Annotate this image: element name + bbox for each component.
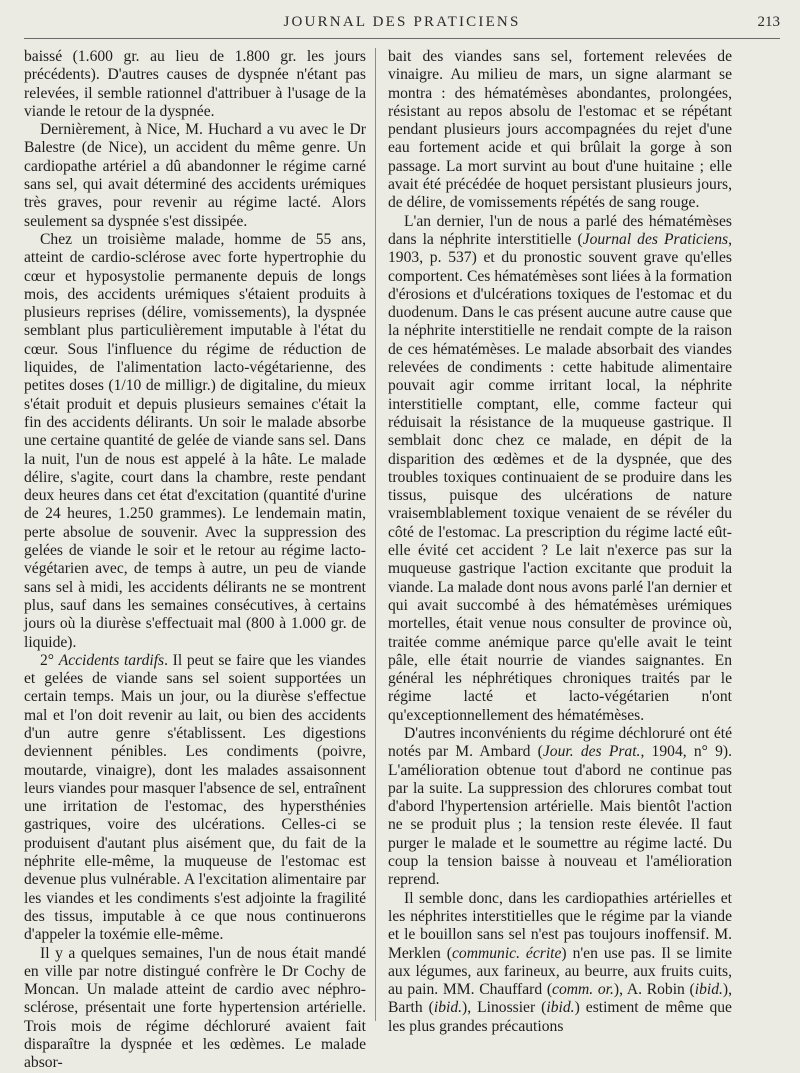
citation: Journal des Praticiens [582, 230, 729, 248]
paragraph-text: ), A. Robin ( [613, 981, 695, 999]
paragraph [24, 652, 366, 945]
right-column [388, 48, 732, 1036]
paragraph [388, 890, 732, 1036]
paragraph-text: Il semble donc, dans les cardiopathies artérielles et les néphrites interstitielles que le régime par la viande et le bouillon sans sel n'est pas toujours inoffensif. M. Merklen ( [388, 889, 732, 962]
citation: communic. écrite [451, 944, 562, 962]
paragraph-text: , 1903, p. 537) et du pronostic souvent grave qu'elles comportent. Ces hématémèses sont liées à la formation d'érosions et d'ulcérations toxiques de l'estomac et du duodenum. Dans le cas présent aucune autre cause que la néphrite interstitielle ne rendait compte de la raison de ces hématémèses. Le malade absorbait des viandes relevées de condiments : cette habitude alimentaire pouvait agir comme irritant local, la néphrite interstitielle comptant, elle, comme facteur qui réduisait la résistance de la muqueuse gastrique. Il semblait donc chez ce malade, en dépit de la disparition des œdèmes et de la dyspnée, que des troubles toxiques continuaient de se produire dans les tissus, puisque des ulcérations de nature vraisemblablement toxique venaient de se révéler du côté de l'estomac. La prescription du régime lacté eût-elle évité cet accident ? Le lait n'exerce pas sur la muqueuse gastrique l'action excitante que produit la viande. La malade dont nous avons parlé l'an dernier et qui avait succombé à des hématémèses urémiques mortelles, était venue nous consulter de province où, traitée comme anémique parce qu'elle avait le teint pâle, elle était nourrie de viandes saignantes. En général les néphrétiques chroniques traités par le régime lacté et lacto-végétarien n'ont qu'exceptionnellement des hématémèses. [388, 230, 733, 724]
citation: comm. or. [552, 981, 614, 999]
paragraph [388, 213, 732, 725]
left-column [24, 48, 366, 1073]
paragraph: baissé (1.600 gr. au lieu de 1.800 gr. les jours précédents). D'autres causes de dyspnée n'étant pas relevées, il semble rationnel d'attribuer à l'usage de la viande le retour de la dyspnée. [24, 48, 366, 120]
paragraph-text: ) estiment de même que les plus grandes précautions [388, 999, 732, 1035]
header-rule [24, 38, 780, 39]
paragraph-text: . Il peut se faire que les viandes et gelées de viande sans sel soient supportées un certain temps. Mais un jour, ou la diurèse s'effectue mal et l'on doit revenir au lait, ou bien des accidents d'un autre genre s'établissent. Les digestions deviennent pénibles. Les condiments (poivre, moutarde, vinaigre), dont les malades assaisonnent leurs viandes pour masquer l'absence de sel, entraînent une irritation de l'estomac, des hypersthénies gastriques, voire des ulcérations. Celles-ci se produisent d'autant plus aisément que, du fait de la néphrite elle-même, la muqueuse de l'estomac est devenue plus vulnérable. A l'excitation alimentaire par les viandes et les condiments s'est adjointe la fragilité des tissus, imputable à ce que nous continuerons d'appeler la toxémie elle-même. [24, 651, 366, 944]
paragraph [388, 725, 732, 890]
paragraph-text: L'an dernier, l'un de nous a parlé des hématémèses dans la néphrite interstitielle ( [388, 212, 732, 248]
paragraph: Il y a quelques semaines, l'un de nous était mandé en ville par notre distingué confrère le Dr Cochy de Moncan. Un malade atteint de cardio avec néphro-sclérose, présentait une forte hypertension artérielle. Trois mois de régime déchloruré avaient fait disparaître la dyspnée et les œdèmes. Le malade absor- [24, 944, 366, 1072]
section-number: 2° [40, 651, 59, 669]
paragraph-text: ) n'en use pas. Il se limite aux légumes, aux farineux, au beurre, aux fruits cuits, au pain. MM. Chauffard ( [388, 944, 733, 999]
citation: ibid. [433, 999, 463, 1017]
paragraph-text: ), Linossier ( [462, 999, 547, 1017]
paragraph: Chez un troisième malade, homme de 55 ans, atteint de cardio-sclérose avec forte hypertrophie du cœur et hyposystolie permanente depuis de longs mois, des accidents urémiques s'étaient produits à plusieurs reprises (délire, vomissements), la dyspnée semblant plus particulièrement imputable à l'état du cœur. Sous l'influence du régime de réduction de liquides, de l'alimentation lacto-végétarienne, des petites doses (1/10 de milligr.) de digitaline, du mieux s'était produit et depuis plusieurs semaines c'était la fin des accidents délirants. Un soir le malade absorbe une certaine quantité de gelée de viande sans sel. Dans la nuit, l'un de nous est appelé à la hâte. Le malade délire, s'agite, court dans la chambre, reste pendant deux heures dans cet état d'excitation (quantité d'urine de 24 heures, 1.250 grammes). Le lendemain matin, perte absolue de souvenir. Avec la suppression des gelées de viande le soir et le retour au régime lacto-végétarien avec, de temps à autre, un peu de viande sans sel à midi, les accidents délirants ne se montrent plus, sauf dans les semaines consécutives, à certains jours où la diurèse s'effectuait mal (800 à 1.000 gr. de liquide). [24, 230, 366, 651]
column-divider [375, 48, 376, 1021]
paragraph-text: , 1904, n° 9). L'amélioration obtenue tout d'abord ne continue pas par la suite. La suppression des chlorures combat tout d'abord l'hypertension artérielle. Mais bientôt l'action ne se produit plus ; la tension reste élevée. Il faut purger le malade et le soumettre au régime lacté. Du coup la tension baisse à nouveau et l'amélioration reprend. [388, 743, 732, 889]
citation: ibid. [546, 999, 575, 1017]
page-number: 213 [757, 14, 780, 30]
paragraph: bait des viandes sans sel, fortement relevées de vinaigre. Au milieu de mars, un signe alarmant se montra : des hématémèses abondantes, prolongées, résistant au repos absolu de l'estomac et se répétant pendant plusieurs jours accompagnées du rejet d'une eau fortement acide et qui brûlait la gorge à son passage. La mort survint au bout d'une huitaine ; elle avait été précédée de hoquet persistant plusieurs jours, de délire, de vomissements répétés de sang rouge. [388, 48, 732, 212]
journal-title: JOURNAL DES PRATICIENS [283, 14, 521, 30]
citation: ibid. [694, 981, 723, 999]
paragraph: Dernièrement, à Nice, M. Huchard a vu avec le Dr Balestre (de Nice), un accident du même genre. Un cardiopathe artériel a dû abandonner le régime carné sans sel, qui avait déterminé des accidents urémiques très graves, pour revenir au régime lacté. Alors seulement sa dyspnée s'est dissipée. [24, 121, 366, 230]
section-title: Accidents tardifs [58, 651, 165, 669]
running-header [24, 10, 780, 36]
citation: Jour. des Prat. [542, 743, 641, 761]
paragraph-text: D'autres inconvénients du régime déchloruré ont été notés par M. Ambard ( [388, 724, 732, 761]
paragraph-text: ), Barth ( [388, 981, 733, 1017]
